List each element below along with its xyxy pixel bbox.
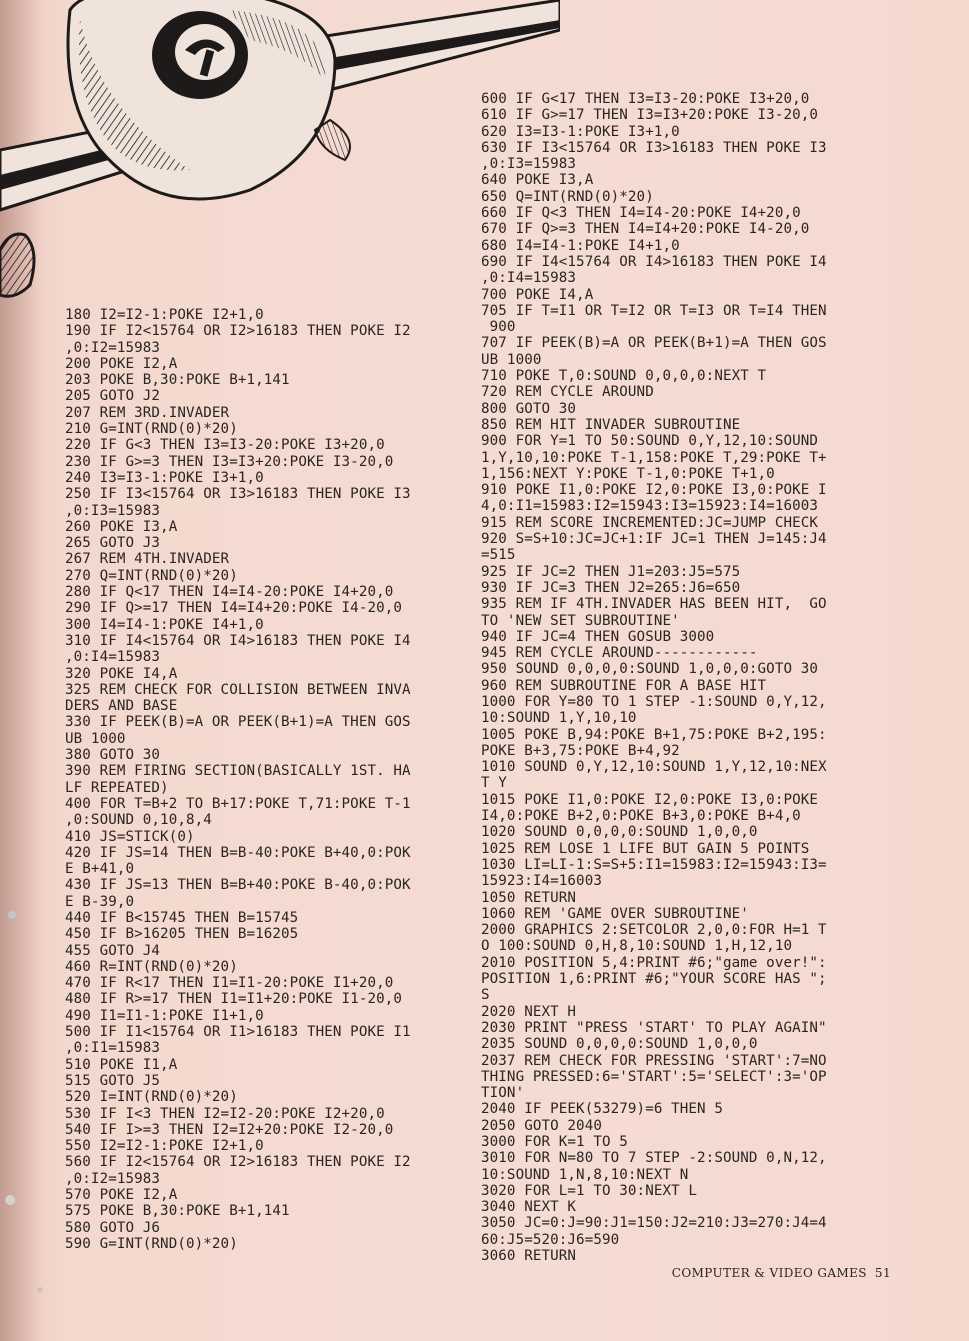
code-line: 670 IF Q>=3 THEN I4=I4+20:POKE I4-20,0 [481, 221, 810, 238]
code-line: 3000 FOR K=1 TO 5 [481, 1134, 628, 1150]
code-line: 720 REM CYCLE AROUND [481, 384, 654, 401]
code-line: 380 GOTO 30 [65, 747, 161, 764]
code-line: 630 IF I3<15764 OR I3>16183 THEN POKE I3 [481, 139, 827, 156]
spaceship-illustration [0, 0, 560, 300]
code-line: 2037 REM CHECK FOR PRESSING 'START':7=NO [481, 1052, 827, 1069]
code-line: 940 IF JC=4 THEN GOSUB 3000 [481, 628, 715, 645]
code-line: 2050 GOTO 2040 [481, 1117, 602, 1134]
code-line: 945 REM CYCLE AROUND------------ [481, 645, 758, 662]
code-line: 480 IF R>=17 THEN I1=I1+20:POKE I1-20,0 [65, 991, 403, 1008]
basic-listing-left-column [65, 307, 475, 1252]
code-line: 1010 SOUND 0,Y,12,10:SOUND 1,Y,12,10:NEX [481, 759, 827, 776]
code-line: 640 POKE I3,A [481, 172, 594, 189]
code-line: LF REPEATED) [65, 779, 169, 796]
code-line: 610 IF G>=17 THEN I3=I3+20:POKE I3-20,0 [481, 107, 819, 124]
code-line: 935 REM IF 4TH.INVADER HAS BEEN HIT, GO [481, 596, 827, 613]
code-line: 440 IF B<15745 THEN B=15745 [65, 909, 299, 926]
code-line: 290 IF Q>=17 THEN I4=I4+20:POKE I4-20,0 [65, 600, 403, 617]
code-line: 220 IF G<3 THEN I3=I3-20:POKE I3+20,0 [65, 437, 385, 454]
code-line: 515 GOTO J5 [65, 1072, 161, 1089]
code-line: 915 REM SCORE INCREMENTED:JC=JUMP CHECK [481, 514, 819, 531]
code-line: UB 1000 [481, 351, 542, 368]
code-line: 10:SOUND 1,N,8,10:NEXT N [481, 1166, 689, 1183]
code-line: 455 GOTO J4 [65, 942, 161, 959]
code-line: 190 IF I2<15764 OR I2>16183 THEN POKE I2 [65, 323, 411, 340]
code-line: ,0:SOUND 0,10,8,4 [65, 812, 212, 829]
code-line: 570 POKE I2,A [65, 1187, 178, 1204]
code-line: 280 IF Q<17 THEN I4=I4-20:POKE I4+20,0 [65, 584, 394, 601]
code-line: 3020 FOR L=1 TO 30:NEXT L [481, 1182, 698, 1199]
code-line: 250 IF I3<15764 OR I3>16183 THEN POKE I3 [65, 486, 411, 503]
code-line: 540 IF I>=3 THEN I2=I2+20:POKE I2-20,0 [65, 1121, 394, 1138]
code-line: 680 I4=I4-1:POKE I4+1,0 [481, 237, 680, 254]
code-line: 180 I2=I2-1:POKE I2+1,0 [65, 307, 264, 323]
code-line: I4,0:POKE B+2,0:POKE B+3,0:POKE B+4,0 [481, 808, 801, 825]
code-line: 410 JS=STICK(0) [65, 828, 195, 845]
code-line: 2030 PRINT "PRESS 'START' TO PLAY AGAIN" [481, 1019, 827, 1036]
code-line: 900 FOR Y=1 TO 50:SOUND 0,Y,12,10:SOUND [481, 433, 819, 450]
publication-name: COMPUTER & VIDEO GAMES [671, 1266, 867, 1280]
code-line: 1,156:NEXT Y:POKE T-1,0:POKE T+1,0 [481, 465, 775, 482]
code-line: ,0:I3=15983 [481, 156, 577, 173]
code-line: 1005 POKE B,94:POKE B+1,75:POKE B+2,195: [481, 726, 827, 743]
code-line: S [481, 987, 490, 1004]
code-line: =515 [481, 547, 516, 564]
code-line: 550 I2=I2-1:POKE I2+1,0 [65, 1138, 264, 1155]
code-line: 960 REM SUBROUTINE FOR A BASE HIT [481, 677, 767, 694]
code-line: 560 IF I2<15764 OR I2>16183 THEN POKE I2 [65, 1154, 411, 1171]
code-line: 310 IF I4<15764 OR I4>16183 THEN POKE I4 [65, 632, 411, 649]
code-line: 3060 RETURN [481, 1248, 577, 1265]
code-line: 207 REM 3RD.INVADER [65, 404, 230, 421]
code-line: 267 REM 4TH.INVADER [65, 551, 230, 568]
code-line: 660 IF Q<3 THEN I4=I4-20:POKE I4+20,0 [481, 205, 801, 222]
code-line: 490 I1=I1-1:POKE I1+1,0 [65, 1007, 264, 1024]
code-line: TION' [481, 1085, 525, 1102]
code-line: ,0:I2=15983 [65, 339, 161, 356]
code-line: ,0:I4=15983 [65, 649, 161, 666]
code-line: 1020 SOUND 0,0,0,0:SOUND 1,0,0,0 [481, 824, 758, 841]
basic-listing-right-column [481, 91, 881, 1264]
code-line: THING PRESSED:6='START':5='SELECT':3='OP [481, 1068, 827, 1085]
code-line: 320 POKE I4,A [65, 665, 178, 682]
code-line: 1,Y,10,10:POKE T-1,158:POKE T,29:POKE T+ [481, 449, 827, 466]
code-line: 590 G=INT(RND(0)*20) [65, 1235, 238, 1252]
code-line: 520 I=INT(RND(0)*20) [65, 1089, 238, 1106]
code-line: 530 IF I<3 THEN I2=I2-20:POKE I2+20,0 [65, 1105, 385, 1122]
page-number: 51 [874, 1266, 891, 1280]
code-line: E B-39,0 [65, 893, 135, 910]
code-line: 450 IF B>16205 THEN B=16205 [65, 926, 299, 943]
code-line: 700 POKE I4,A [481, 286, 594, 303]
code-line: 330 IF PEEK(B)=A OR PEEK(B+1)=A THEN GOS [65, 714, 411, 731]
code-line: 2020 NEXT H [481, 1003, 577, 1020]
code-line: O 100:SOUND 0,H,8,10:SOUND 1,H,12,10 [481, 938, 793, 955]
code-line: 3010 FOR N=80 TO 7 STEP -2:SOUND 0,N,12, [481, 1150, 827, 1167]
code-line: 2040 IF PEEK(53279)=6 THEN 5 [481, 1101, 723, 1118]
page-footer [672, 1266, 891, 1280]
code-line: 930 IF JC=3 THEN J2=265:J6=650 [481, 579, 741, 596]
code-line: 707 IF PEEK(B)=A OR PEEK(B+1)=A THEN GOS [481, 335, 827, 352]
code-line: ,0:I1=15983 [65, 1040, 161, 1057]
code-line: 600 IF G<17 THEN I3=I3-20:POKE I3+20,0 [481, 91, 810, 107]
code-line: 200 POKE I2,A [65, 355, 178, 372]
code-line: E B+41,0 [65, 861, 135, 878]
code-line: 510 POKE I1,A [65, 1056, 178, 1073]
code-line: 260 POKE I3,A [65, 518, 178, 535]
code-line: 800 GOTO 30 [481, 400, 577, 417]
code-line: 2010 POSITION 5,4:PRINT #6;"game over!": [481, 954, 827, 971]
code-line: 900 [481, 319, 516, 336]
code-line: 850 REM HIT INVADER SUBROUTINE [481, 416, 741, 433]
code-line: 575 POKE B,30:POKE B+1,141 [65, 1203, 290, 1220]
code-line: 205 GOTO J2 [65, 388, 161, 405]
code-line: 420 IF JS=14 THEN B=B-40:POKE B+40,0:POK [65, 844, 411, 861]
code-line: 1025 REM LOSE 1 LIFE BUT GAIN 5 POINTS [481, 840, 810, 857]
code-line: UB 1000 [65, 730, 126, 747]
code-line: 3050 JC=0:J=90:J1=150:J2=210:J3=270:J4=4 [481, 1215, 827, 1232]
code-line: 210 G=INT(RND(0)*20) [65, 421, 238, 438]
code-line: 1015 POKE I1,0:POKE I2,0:POKE I3,0:POKE [481, 791, 819, 808]
code-line: 500 IF I1<15764 OR I1>16183 THEN POKE I1 [65, 1024, 411, 1041]
code-line: 2035 SOUND 0,0,0,0:SOUND 1,0,0,0 [481, 1036, 758, 1053]
code-line: 300 I4=I4-1:POKE I4+1,0 [65, 616, 264, 633]
code-line: ,0:I3=15983 [65, 502, 161, 519]
code-line: T Y [481, 775, 507, 792]
code-line: 460 R=INT(RND(0)*20) [65, 958, 238, 975]
code-line: 920 S=S+10:JC=JC+1:IF JC=1 THEN J=145:J4 [481, 531, 827, 548]
code-line: 3040 NEXT K [481, 1199, 577, 1216]
code-line: 270 Q=INT(RND(0)*20) [65, 567, 238, 584]
code-line: TO 'NEW SET SUBROUTINE' [481, 612, 680, 629]
code-line: 1030 LI=LI-1:S=S+5:I1=15983:I2=15943:I3= [481, 856, 827, 873]
code-line: POKE B+3,75:POKE B+4,92 [481, 742, 680, 759]
code-line: 265 GOTO J3 [65, 535, 161, 552]
code-line: 400 FOR T=B+2 TO B+17:POKE T,71:POKE T-1 [65, 795, 411, 812]
code-line: 705 IF T=I1 OR T=I2 OR T=I3 OR T=I4 THEN [481, 302, 827, 319]
code-line: 1000 FOR Y=80 TO 1 STEP -1:SOUND 0,Y,12, [481, 693, 827, 710]
code-line: 650 Q=INT(RND(0)*20) [481, 188, 654, 205]
code-line: 620 I3=I3-1:POKE I3+1,0 [481, 123, 680, 140]
code-line: 710 POKE T,0:SOUND 0,0,0,0:NEXT T [481, 368, 767, 385]
code-line: 325 REM CHECK FOR COLLISION BETWEEN INVA [65, 681, 411, 698]
code-line: POSITION 1,6:PRINT #6;"YOUR SCORE HAS "; [481, 971, 827, 988]
code-line: 2000 GRAPHICS 2:SETCOLOR 2,0,0:FOR H=1 T [481, 922, 827, 939]
code-line: 430 IF JS=13 THEN B=B+40:POKE B-40,0:POK [65, 877, 411, 894]
code-line: 4,0:I1=15983:I2=15943:I3=15923:I4=16003 [481, 498, 819, 515]
code-line: 910 POKE I1,0:POKE I2,0:POKE I3,0:POKE I [481, 482, 827, 499]
code-line: ,0:I4=15983 [481, 270, 577, 287]
code-line: 580 GOTO J6 [65, 1219, 161, 1236]
code-line: 925 IF JC=2 THEN J1=203:J5=575 [481, 563, 741, 580]
code-line: 230 IF G>=3 THEN I3=I3+20:POKE I3-20,0 [65, 453, 394, 470]
code-line: 470 IF R<17 THEN I1=I1-20:POKE I1+20,0 [65, 975, 394, 992]
code-line: 1060 REM 'GAME OVER SUBROUTINE' [481, 905, 749, 922]
code-line: 15923:I4=16003 [481, 873, 602, 890]
code-line: DERS AND BASE [65, 698, 178, 715]
code-line: 950 SOUND 0,0,0,0:SOUND 1,0,0,0:GOTO 30 [481, 661, 819, 678]
code-line: 690 IF I4<15764 OR I4>16183 THEN POKE I4 [481, 253, 827, 270]
code-line: 1050 RETURN [481, 889, 577, 906]
code-line: 390 REM FIRING SECTION(BASICALLY 1ST. HA [65, 763, 411, 780]
code-line: 203 POKE B,30:POKE B+1,141 [65, 372, 290, 389]
code-line: 10:SOUND 1,Y,10,10 [481, 710, 637, 727]
code-line: 60:J5=520:J6=590 [481, 1231, 620, 1248]
code-line: ,0:I2=15983 [65, 1170, 161, 1187]
code-line: 240 I3=I3-1:POKE I3+1,0 [65, 469, 264, 486]
